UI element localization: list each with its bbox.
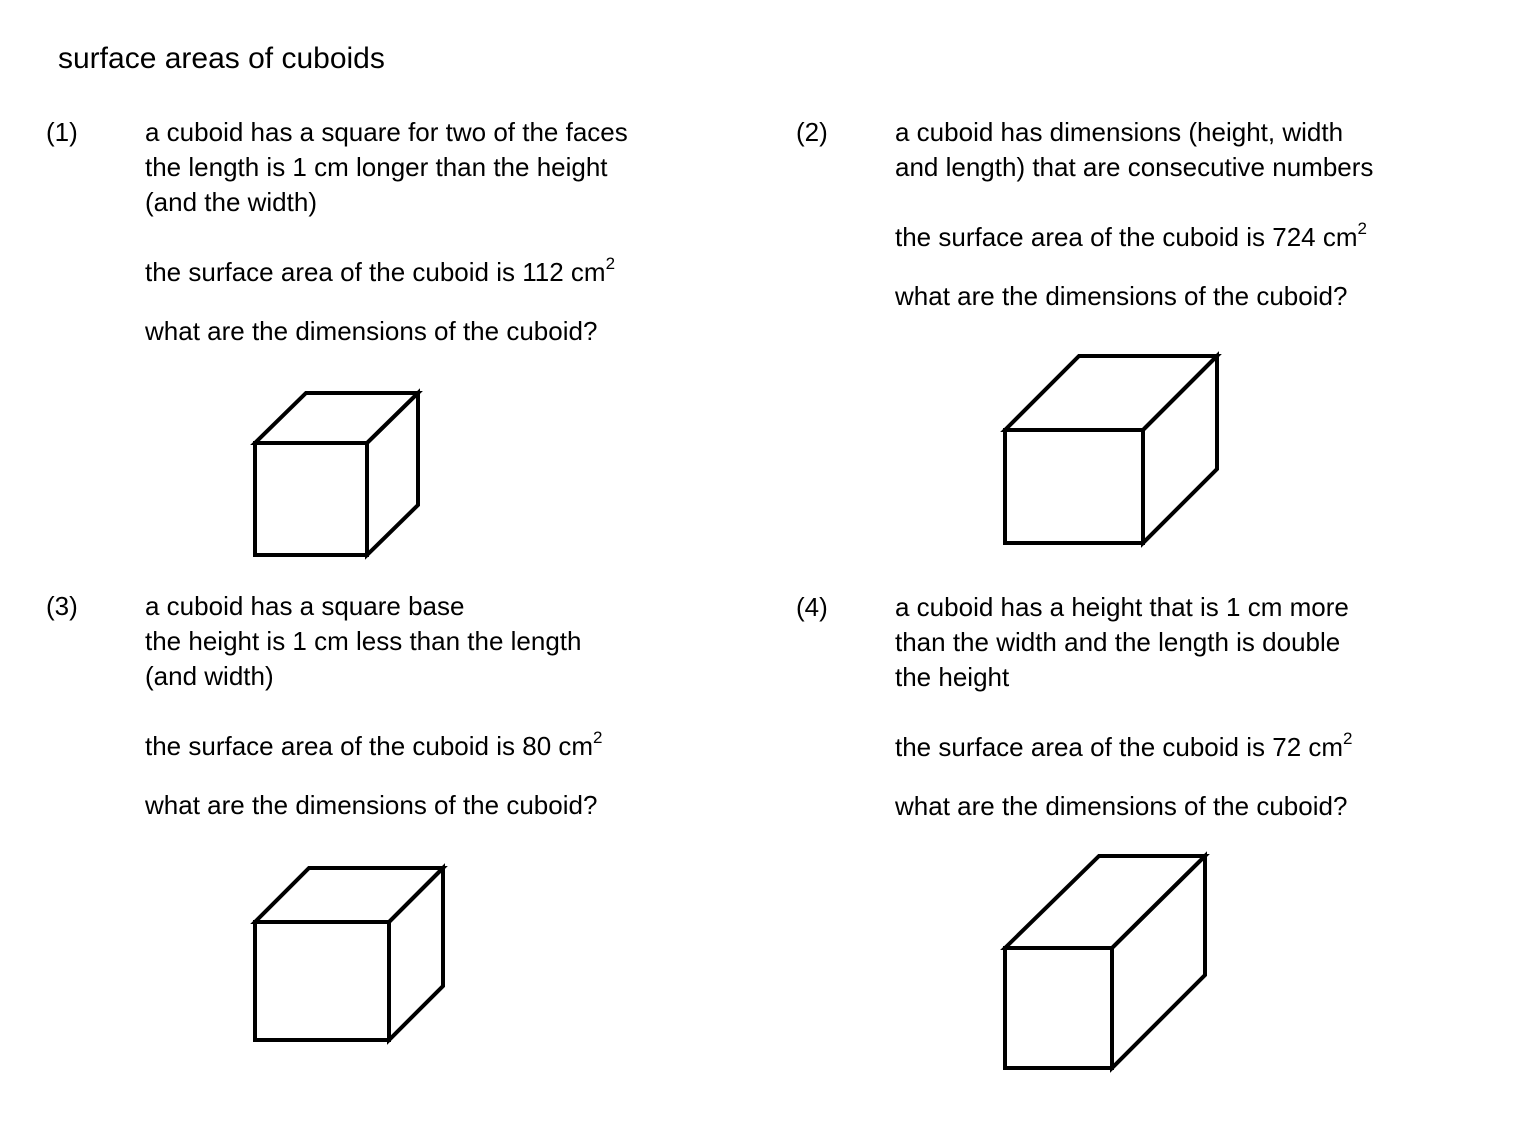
- surface-area-text: the surface area of the cuboid is 112 cm: [145, 257, 606, 287]
- surface-area-statement: [895, 219, 1367, 252]
- surface-area-statement: [145, 728, 603, 761]
- cuboid-top-face: [255, 393, 418, 443]
- question-description-line: a cuboid has a square base: [145, 591, 465, 621]
- question-prompt: what are the dimensions of the cuboid?: [895, 791, 1348, 821]
- question-description-line: the length is 1 cm longer than the height: [145, 152, 608, 182]
- unit-exponent: 2: [593, 728, 603, 748]
- cuboid-side-face: [1112, 856, 1205, 1068]
- question-description-line: than the width and the length is double: [895, 627, 1341, 657]
- question-description-line: and length) that are consecutive numbers: [895, 152, 1374, 182]
- question-number: (1): [46, 117, 78, 147]
- question-description-line: (and width): [145, 661, 274, 691]
- question-number: (4): [796, 592, 828, 622]
- surface-area-text: the surface area of the cuboid is 72 cm: [895, 732, 1344, 762]
- cuboid-side-face: [389, 868, 443, 1040]
- question-description-line: the height is 1 cm less than the length: [145, 626, 582, 656]
- unit-exponent: 2: [1357, 219, 1367, 239]
- surface-area-statement: [895, 729, 1353, 762]
- question-prompt: what are the dimensions of the cuboid?: [895, 281, 1348, 311]
- question-description-line: a cuboid has dimensions (height, width: [895, 117, 1344, 147]
- question-description-line: a cuboid has a height that is 1 cm more: [895, 592, 1349, 622]
- unit-exponent: 2: [605, 254, 616, 274]
- cuboid-front-face: [255, 443, 367, 555]
- surface-area-statement: [145, 254, 616, 287]
- cuboid-top-face: [1005, 356, 1217, 430]
- question-number: (2): [796, 117, 828, 147]
- cuboid-side-face: [367, 393, 418, 555]
- cuboid-front-face: [1005, 430, 1143, 543]
- cuboid-front-face: [1005, 948, 1112, 1068]
- question-prompt: what are the dimensions of the cuboid?: [145, 790, 598, 820]
- page-title: surface areas of cuboids: [58, 42, 385, 75]
- cuboid-side-face: [1143, 356, 1217, 543]
- cuboid-top-face: [255, 868, 443, 922]
- question-number: (3): [46, 591, 78, 621]
- question-description-line: a cuboid has a square for two of the faces: [145, 117, 628, 147]
- question-description-line: (and the width): [145, 187, 317, 217]
- surface-area-text: the surface area of the cuboid is 724 cm: [895, 222, 1358, 252]
- unit-exponent: 2: [1343, 729, 1353, 749]
- cuboid-front-face: [255, 922, 389, 1040]
- question-description-line: the height: [895, 662, 1010, 692]
- question-prompt: what are the dimensions of the cuboid?: [145, 316, 598, 346]
- cuboid-top-face: [1005, 856, 1205, 948]
- surface-area-text: the surface area of the cuboid is 80 cm: [145, 731, 594, 761]
